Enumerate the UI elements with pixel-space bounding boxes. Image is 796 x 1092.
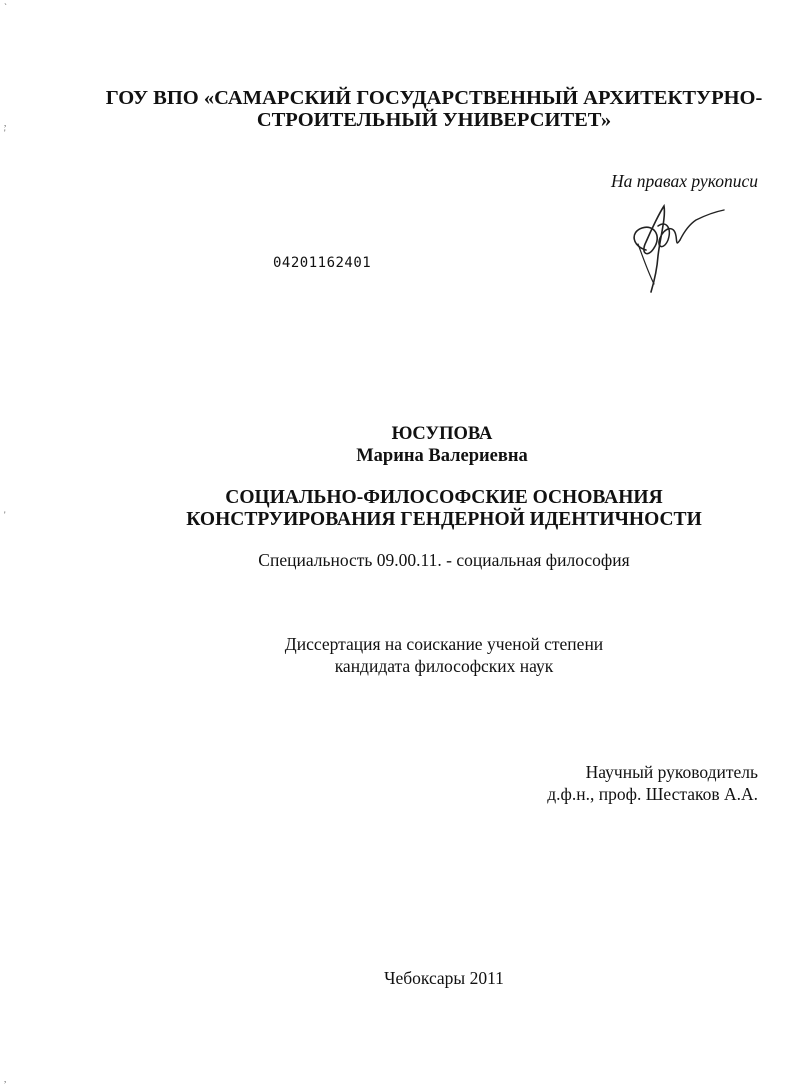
author-given-names: Марина Валериевна — [356, 446, 528, 466]
scan-margin-mark: ' — [4, 510, 6, 520]
scan-margin-mark: ` — [4, 2, 7, 12]
specialty: Специальность 09.00.11. - социальная философия — [258, 550, 630, 570]
dissertation-title-line1: СОЦИАЛЬНО-ФИЛОСОФСКИЕ ОСНОВАНИЯ — [225, 487, 663, 508]
author-surname: ЮСУПОВА — [391, 424, 493, 444]
institution-name-line2: СТРОИТЕЛЬНЫЙ УНИВЕРСИТЕТ» — [256, 109, 612, 131]
dissertation-title-line2: КОНСТРУИРОВАНИЯ ГЕНДЕРНОЙ ИДЕНТИЧНОСТИ — [186, 509, 702, 530]
city-year: Чебоксары 2011 — [384, 968, 504, 988]
signature-image — [624, 198, 734, 298]
institution-name-line1: ГОУ ВПО «САМАРСКИЙ ГОСУДАРСТВЕННЫЙ АРХИТЕКТУРНО- — [105, 87, 763, 109]
degree-line1: Диссертация на соискание ученой степени — [284, 634, 604, 654]
document-id: 04201162401 — [273, 255, 372, 271]
scan-margin-mark: , — [4, 118, 7, 128]
manuscript-note: На правах рукописи — [611, 171, 758, 191]
scan-margin-mark: , — [4, 1074, 7, 1084]
supervisor-name: д.ф.н., проф. Шестаков А.А. — [547, 784, 758, 804]
supervisor-title: Научный руководитель — [585, 762, 758, 782]
degree-line2: кандидата философских наук — [334, 656, 554, 676]
scan-margin-mark: ' — [4, 128, 6, 138]
